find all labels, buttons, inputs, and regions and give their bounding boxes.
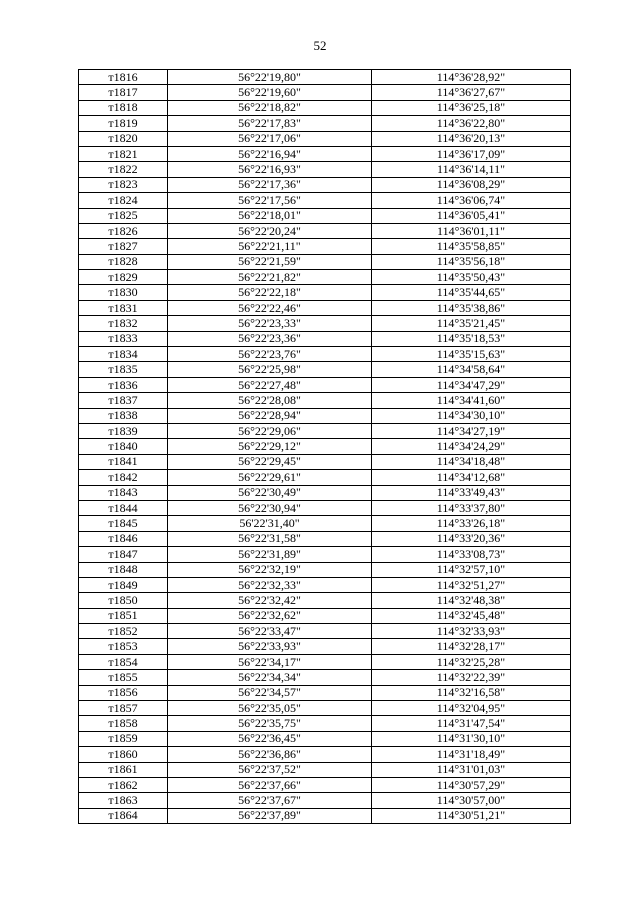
table-row (79, 85, 571, 100)
point-id-cell: т1839 (79, 423, 168, 438)
point-id-cell: т1858 (79, 716, 168, 731)
point-id-cell: т1823 (79, 177, 168, 192)
table-row (79, 562, 571, 577)
page-number: 52 (313, 38, 327, 53)
table-row (79, 146, 571, 161)
latitude-cell: 56°22'32,62" (168, 608, 372, 623)
longitude-cell: 114°35'15,63" (372, 347, 571, 362)
table-row (79, 285, 571, 300)
longitude-cell: 114°32'16,58" (372, 685, 571, 700)
point-id-cell: т1836 (79, 377, 168, 392)
latitude-cell: 56°22'27,48" (168, 377, 372, 392)
point-id-cell: т1847 (79, 547, 168, 562)
point-id-cell: т1852 (79, 624, 168, 639)
table-row (79, 316, 571, 331)
point-id-cell: т1854 (79, 654, 168, 669)
latitude-cell: 56°22'32,19" (168, 562, 372, 577)
latitude-cell: 56°22'28,08" (168, 393, 372, 408)
table-row (79, 208, 571, 223)
longitude-cell: 114°34'12,68" (372, 470, 571, 485)
longitude-cell: 114°33'49,43" (372, 485, 571, 500)
latitude-cell: 56°22'29,61" (168, 470, 372, 485)
point-id-cell: т1831 (79, 300, 168, 315)
table-row (79, 685, 571, 700)
latitude-cell: 56°22'34,17" (168, 654, 372, 669)
point-id-cell: т1821 (79, 146, 168, 161)
point-id-cell: т1857 (79, 701, 168, 716)
point-id-cell: т1842 (79, 470, 168, 485)
longitude-cell: 114°34'24,29" (372, 439, 571, 454)
longitude-cell: 114°32'04,95" (372, 701, 571, 716)
point-id-cell: т1862 (79, 777, 168, 792)
longitude-cell: 114°32'22,39" (372, 670, 571, 685)
longitude-cell: 114°36'22,80" (372, 116, 571, 131)
table-row (79, 639, 571, 654)
table-row (79, 808, 571, 823)
longitude-cell: 114°32'45,48" (372, 608, 571, 623)
longitude-cell: 114°30'51,21" (372, 808, 571, 823)
latitude-cell: 56°22'17,36" (168, 177, 372, 192)
table-row (79, 423, 571, 438)
longitude-cell: 114°36'08,29" (372, 177, 571, 192)
point-id-cell: т1818 (79, 100, 168, 115)
point-id-cell: т1825 (79, 208, 168, 223)
latitude-cell: 56°22'35,05" (168, 701, 372, 716)
longitude-cell: 114°32'25,28" (372, 654, 571, 669)
point-id-cell: т1826 (79, 223, 168, 238)
point-id-cell: т1849 (79, 577, 168, 592)
coordinates-table-body (79, 70, 571, 824)
latitude-cell: 56°22'31,89" (168, 547, 372, 562)
point-id-cell: т1834 (79, 347, 168, 362)
table-row (79, 454, 571, 469)
table-row (79, 701, 571, 716)
point-id-cell: т1861 (79, 762, 168, 777)
longitude-cell: 114°36'25,18" (372, 100, 571, 115)
longitude-cell: 114°35'21,45" (372, 316, 571, 331)
table-row (79, 654, 571, 669)
point-id-cell: т1863 (79, 793, 168, 808)
table-row (79, 793, 571, 808)
table-row (79, 470, 571, 485)
table-row (79, 577, 571, 592)
latitude-cell: 56°22'29,45" (168, 454, 372, 469)
point-id-cell: т1855 (79, 670, 168, 685)
table-row (79, 347, 571, 362)
table-row (79, 239, 571, 254)
longitude-cell: 114°36'05,41" (372, 208, 571, 223)
table-row (79, 747, 571, 762)
longitude-cell: 114°32'57,10" (372, 562, 571, 577)
longitude-cell: 114°36'28,92" (372, 70, 571, 85)
table-row (79, 270, 571, 285)
latitude-cell: 56°22'35,75" (168, 716, 372, 731)
point-id-cell: т1841 (79, 454, 168, 469)
latitude-cell: 56°22'16,93" (168, 162, 372, 177)
table-row (79, 762, 571, 777)
point-id-cell: т1851 (79, 608, 168, 623)
point-id-cell: т1832 (79, 316, 168, 331)
table-row (79, 593, 571, 608)
table-row (79, 254, 571, 269)
longitude-cell: 114°33'37,80" (372, 500, 571, 515)
table-row (79, 624, 571, 639)
point-id-cell: т1827 (79, 239, 168, 254)
table-row (79, 300, 571, 315)
table-row (79, 116, 571, 131)
point-id-cell: т1833 (79, 331, 168, 346)
table-row (79, 439, 571, 454)
latitude-cell: 56°22'16,94" (168, 146, 372, 161)
point-id-cell: т1824 (79, 193, 168, 208)
longitude-cell: 114°36'27,67" (372, 85, 571, 100)
latitude-cell: 56°22'36,45" (168, 731, 372, 746)
latitude-cell: 56°22'19,80" (168, 70, 372, 85)
longitude-cell: 114°36'20,13" (372, 131, 571, 146)
longitude-cell: 114°31'30,10" (372, 731, 571, 746)
latitude-cell: 56°22'22,18" (168, 285, 372, 300)
longitude-cell: 114°34'27,19" (372, 423, 571, 438)
longitude-cell: 114°31'47,54" (372, 716, 571, 731)
latitude-cell: 56°22'32,33" (168, 577, 372, 592)
point-id-cell: т1840 (79, 439, 168, 454)
point-id-cell: т1830 (79, 285, 168, 300)
table-row (79, 377, 571, 392)
latitude-cell: 56°22'21,11" (168, 239, 372, 254)
latitude-cell: 56°22'37,66" (168, 777, 372, 792)
table-row (79, 485, 571, 500)
longitude-cell: 114°33'26,18" (372, 516, 571, 531)
point-id-cell: т1853 (79, 639, 168, 654)
latitude-cell: 56°22'31,58" (168, 531, 372, 546)
latitude-cell: 56°22'34,34" (168, 670, 372, 685)
latitude-cell: 56°22'28,94" (168, 408, 372, 423)
latitude-cell: 56°22'33,93" (168, 639, 372, 654)
latitude-cell: 56°22'21,82" (168, 270, 372, 285)
latitude-cell: 56°22'23,33" (168, 316, 372, 331)
point-id-cell: т1859 (79, 731, 168, 746)
point-id-cell: т1864 (79, 808, 168, 823)
longitude-cell: 114°35'44,65" (372, 285, 571, 300)
latitude-cell: 56°22'18,01" (168, 208, 372, 223)
latitude-cell: 56°22'22,46" (168, 300, 372, 315)
point-id-cell: т1848 (79, 562, 168, 577)
table-row (79, 777, 571, 792)
latitude-cell: 56°22'20,24" (168, 223, 372, 238)
longitude-cell: 114°34'58,64" (372, 362, 571, 377)
table-row (79, 362, 571, 377)
longitude-cell: 114°35'56,18" (372, 254, 571, 269)
longitude-cell: 114°32'48,38" (372, 593, 571, 608)
latitude-cell: 56'22'31,40" (168, 516, 372, 531)
point-id-cell: т1816 (79, 70, 168, 85)
longitude-cell: 114°36'01,11" (372, 223, 571, 238)
latitude-cell: 56°22'37,89" (168, 808, 372, 823)
longitude-cell: 114°36'17,09" (372, 146, 571, 161)
longitude-cell: 114°32'33,93" (372, 624, 571, 639)
table-row (79, 177, 571, 192)
point-id-cell: т1817 (79, 85, 168, 100)
longitude-cell: 114°35'18,53" (372, 331, 571, 346)
latitude-cell: 56°22'17,06" (168, 131, 372, 146)
point-id-cell: т1844 (79, 500, 168, 515)
latitude-cell: 56°22'32,42" (168, 593, 372, 608)
latitude-cell: 56°22'30,49" (168, 485, 372, 500)
point-id-cell: т1837 (79, 393, 168, 408)
latitude-cell: 56°22'23,76" (168, 347, 372, 362)
latitude-cell: 56°22'36,86" (168, 747, 372, 762)
table-row (79, 193, 571, 208)
point-id-cell: т1835 (79, 362, 168, 377)
table-row (79, 547, 571, 562)
longitude-cell: 114°32'51,27" (372, 577, 571, 592)
point-id-cell: т1838 (79, 408, 168, 423)
latitude-cell: 56°22'37,67" (168, 793, 372, 808)
table-row (79, 731, 571, 746)
latitude-cell: 56°22'29,12" (168, 439, 372, 454)
point-id-cell: т1845 (79, 516, 168, 531)
latitude-cell: 56°22'21,59" (168, 254, 372, 269)
coordinates-table (78, 69, 571, 824)
point-id-cell: т1828 (79, 254, 168, 269)
table-row (79, 162, 571, 177)
latitude-cell: 56°22'19,60" (168, 85, 372, 100)
longitude-cell: 114°35'38,86" (372, 300, 571, 315)
longitude-cell: 114°34'30,10" (372, 408, 571, 423)
table-row (79, 608, 571, 623)
longitude-cell: 114°30'57,00" (372, 793, 571, 808)
latitude-cell: 56°22'29,06" (168, 423, 372, 438)
point-id-cell: т1856 (79, 685, 168, 700)
point-id-cell: т1820 (79, 131, 168, 146)
point-id-cell: т1860 (79, 747, 168, 762)
latitude-cell: 56°22'33,47" (168, 624, 372, 639)
latitude-cell: 56°22'17,56" (168, 193, 372, 208)
table-row (79, 331, 571, 346)
latitude-cell: 56°22'30,94" (168, 500, 372, 515)
longitude-cell: 114°30'57,29" (372, 777, 571, 792)
table-row (79, 131, 571, 146)
latitude-cell: 56°22'25,98" (168, 362, 372, 377)
table-row (79, 670, 571, 685)
table-row (79, 716, 571, 731)
latitude-cell: 56°22'18,82" (168, 100, 372, 115)
table-row (79, 500, 571, 515)
longitude-cell: 114°34'41,60" (372, 393, 571, 408)
longitude-cell: 114°35'50,43" (372, 270, 571, 285)
latitude-cell: 56°22'37,52" (168, 762, 372, 777)
table-row (79, 70, 571, 85)
longitude-cell: 114°31'01,03" (372, 762, 571, 777)
latitude-cell: 56°22'17,83" (168, 116, 372, 131)
longitude-cell: 114°36'06,74" (372, 193, 571, 208)
longitude-cell: 114°31'18,49" (372, 747, 571, 762)
longitude-cell: 114°34'47,29" (372, 377, 571, 392)
point-id-cell: т1822 (79, 162, 168, 177)
table-row (79, 408, 571, 423)
latitude-cell: 56°22'34,57" (168, 685, 372, 700)
point-id-cell: т1829 (79, 270, 168, 285)
table-row (79, 223, 571, 238)
longitude-cell: 114°35'58,85" (372, 239, 571, 254)
longitude-cell: 114°33'20,36" (372, 531, 571, 546)
point-id-cell: т1850 (79, 593, 168, 608)
point-id-cell: т1843 (79, 485, 168, 500)
table-row (79, 531, 571, 546)
longitude-cell: 114°32'28,17" (372, 639, 571, 654)
point-id-cell: т1846 (79, 531, 168, 546)
longitude-cell: 114°34'18,48" (372, 454, 571, 469)
table-row (79, 100, 571, 115)
point-id-cell: т1819 (79, 116, 168, 131)
longitude-cell: 114°33'08,73" (372, 547, 571, 562)
latitude-cell: 56°22'23,36" (168, 331, 372, 346)
table-row (79, 516, 571, 531)
table-row (79, 393, 571, 408)
longitude-cell: 114°36'14,11" (372, 162, 571, 177)
